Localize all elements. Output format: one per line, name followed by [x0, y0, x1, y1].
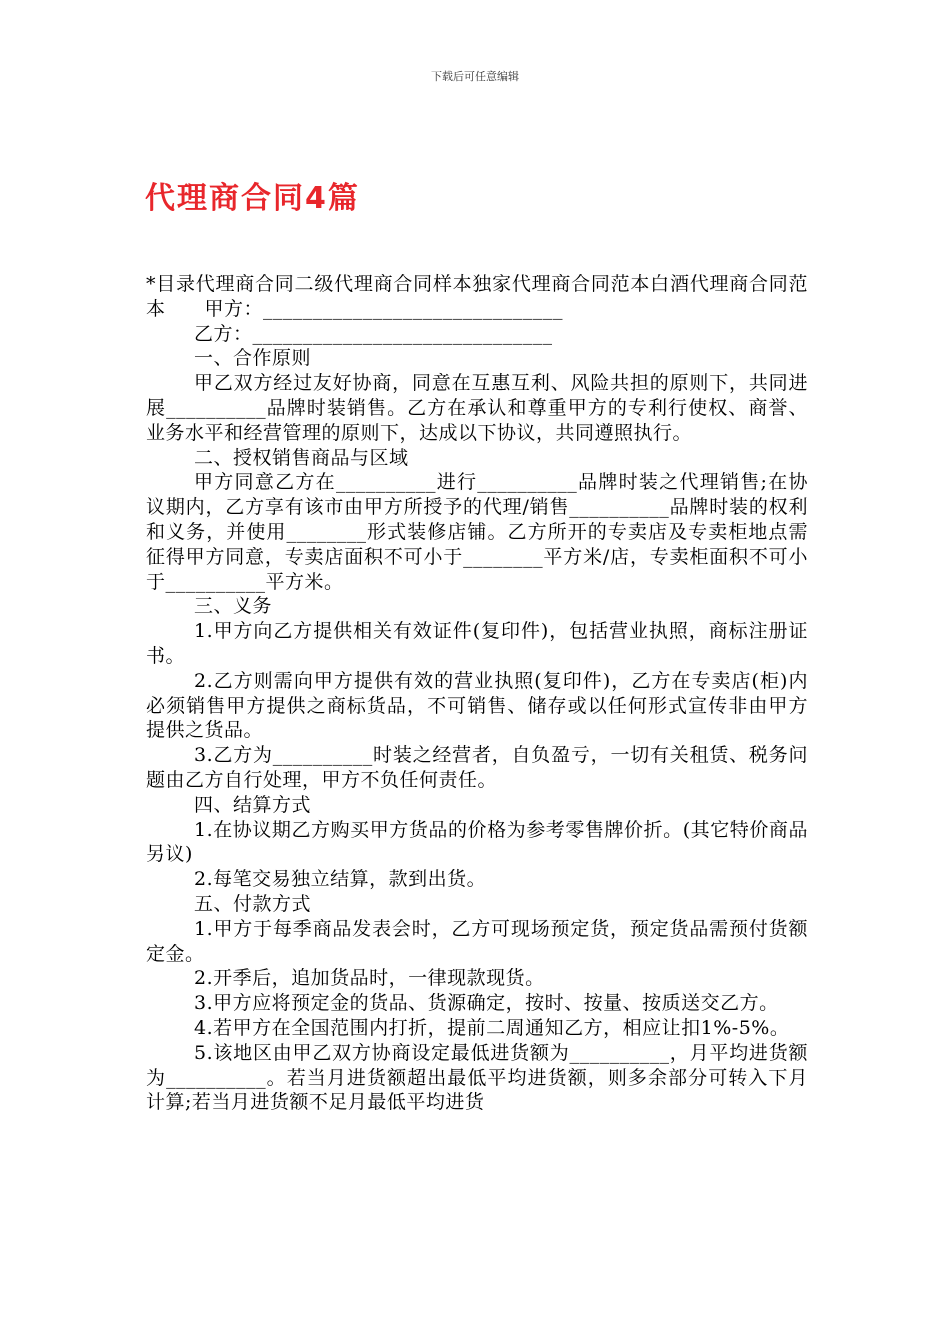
- paragraph-settlement-2: 2.每笔交易独立结算，款到出货。: [194, 868, 487, 891]
- paragraph-payment-1: 1.甲方于每季商品发表会时，乙方可现场预定货，预定货品需预付货额定金。: [146, 917, 808, 965]
- paragraph-authorization: 甲方同意乙方在__________进行__________品牌时装之代理销售;在协议期内，乙方享有该市由甲方所授予的代理/销售__________品牌时装的权利和义务，并使用________形式装修店铺。乙方所开的专卖店及专卖柜地点需征得甲方同意，专卖店面积不可小于________平方米/店，专卖柜面积不可小于__________平方米。: [146, 471, 808, 593]
- paragraph-payment-5: 5.该地区由甲乙双方协商设定最低进货额为__________，月平均进货额为__________。若当月进货额超出最低平均进货额，则多余部分可转入下月计算;若当月进货额不足月最低平均进货: [146, 1041, 808, 1114]
- section-heading-authorization: 二、授权销售商品与区域: [194, 446, 409, 469]
- paragraph-obligation-2: 2.乙方则需向甲方提供有效的营业执照(复印件)，乙方在专卖店(柜)内必须销售甲方提供之商标货品，不可销售、储存或以任何形式宣传非由甲方提供之货品。: [146, 669, 808, 742]
- paragraph-obligation-1: 1.甲方向乙方提供相关有效证件(复印件)，包括营业执照，商标注册证书。: [146, 620, 808, 667]
- document-body: [146, 272, 808, 1115]
- paragraph-payment-3: 3.甲方应将预定金的货品、货源确定，按时、按量、按质送交乙方。: [194, 992, 779, 1015]
- section-heading-obligations: 三、义务: [194, 595, 273, 618]
- page-header-note: 下载后可任意编辑: [431, 70, 519, 83]
- section-heading-principles: 一、合作原则: [194, 347, 312, 370]
- section-heading-payment: 五、付款方式: [194, 892, 312, 915]
- paragraph-principles: 甲乙双方经过友好协商，同意在互惠互利、风险共担的原则下，共同进展__________品牌时装销售。乙方在承认和尊重甲方的专利行使权、商誉、业务水平和经营管理的原则下，达成以下协议，共同遵照执行。: [146, 372, 808, 444]
- document-title: 代理商合同4篇: [145, 181, 360, 216]
- paragraph-obligation-3: 3.乙方为__________时装之经营者，自负盈亏，一切有关租赁、税务问题由乙方自行处理，甲方不负任何责任。: [146, 744, 808, 791]
- section-heading-settlement: 四、结算方式: [194, 793, 312, 816]
- paragraph-party-b: 乙方：______________________________: [194, 322, 553, 345]
- paragraph-payment-4: 4.若甲方在全国范围内打折，提前二周通知乙方，相应让扣1%-5%。: [194, 1016, 790, 1039]
- paragraph-toc-party-a: *目录代理商合同二级代理商合同样本独家代理商合同范本白酒代理商合同范本 甲方：______________________________: [146, 273, 808, 320]
- paragraph-payment-2: 2.开季后，追加货品时，一律现款现货。: [194, 967, 545, 990]
- paragraph-settlement-1: 1.在协议期乙方购买甲方货品的价格为参考零售牌价折。(其它特价商品另议): [146, 818, 808, 866]
